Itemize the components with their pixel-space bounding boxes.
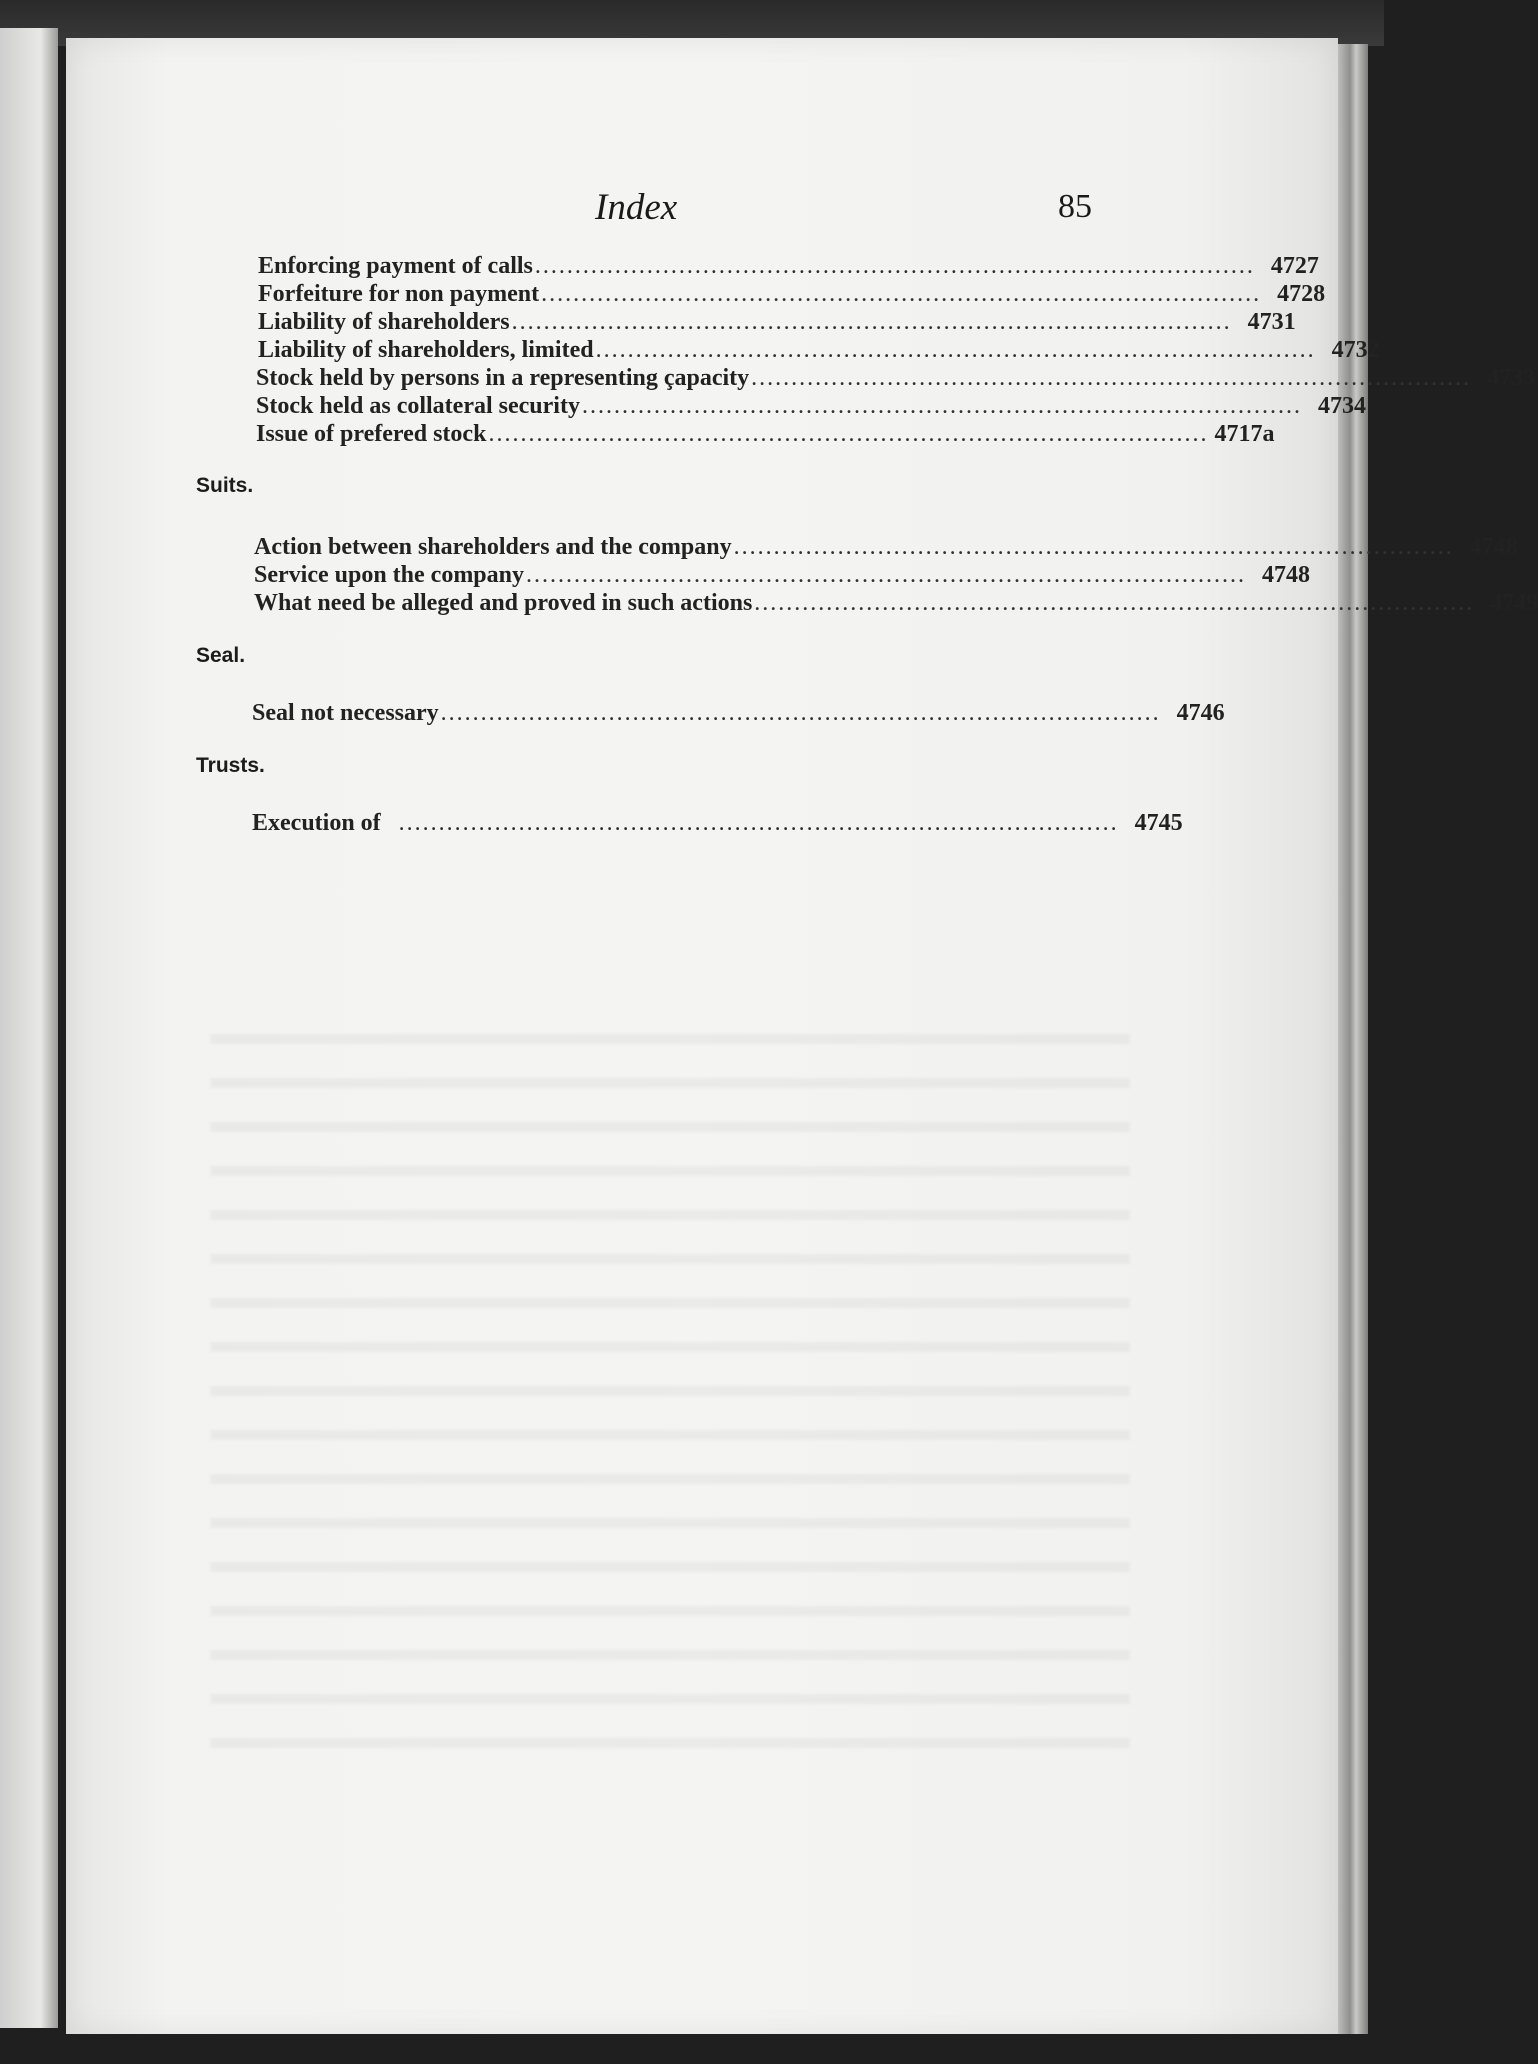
entry-text: Service upon the company xyxy=(254,562,524,588)
running-head xyxy=(0,186,1384,236)
entry-number: 4727 xyxy=(1270,253,1319,279)
index-entry xyxy=(254,534,1518,562)
show-through-text xyxy=(210,1010,1130,1750)
index-entry xyxy=(258,253,1319,281)
entry-text: Forfeiture for non payment xyxy=(258,281,540,307)
entry-number: 4749 xyxy=(1490,590,1538,616)
index-entry xyxy=(256,421,1275,449)
entry-number: 4732 xyxy=(1331,337,1380,363)
entry-number: 4748 xyxy=(1469,534,1518,560)
index-entry xyxy=(254,562,1310,590)
entry-number: 4748 xyxy=(1262,562,1310,588)
index-entry xyxy=(258,337,1380,365)
dot-leader: .......................................................................................... xyxy=(488,421,1209,447)
index-entry xyxy=(256,393,1366,421)
index-entry xyxy=(258,309,1296,337)
entry-text: What need be alleged and proved in such actions xyxy=(254,590,753,616)
index-entry xyxy=(254,590,1538,618)
entry-text: Stock held as collateral security xyxy=(256,393,580,419)
dot-leader: .......................................................................................... xyxy=(534,253,1255,279)
entry-text: Seal not necessary xyxy=(252,700,439,726)
index-entry xyxy=(252,810,1183,838)
dot-leader: .......................................................................................... xyxy=(595,337,1316,363)
entry-text: Liability of shareholders xyxy=(258,309,510,335)
entry-number: 4734 xyxy=(1317,393,1366,419)
section-heading-trusts: Trusts. xyxy=(196,754,265,777)
entry-number: 4728 xyxy=(1277,281,1326,307)
dot-leader: .......................................................................................... xyxy=(751,365,1472,391)
dot-leader: .......................................................................................... xyxy=(440,700,1161,726)
facing-page-edge xyxy=(0,28,58,2028)
section-heading-seal: Seal. xyxy=(196,644,246,667)
entry-number: 4733 xyxy=(1487,365,1536,391)
entry-text: Action between shareholders and the company xyxy=(254,534,732,560)
entry-text: Issue of prefered stock xyxy=(256,421,487,447)
entry-text: Execution of xyxy=(252,810,381,836)
entry-number: 4717a xyxy=(1214,421,1275,447)
dot-leader: .......................................................................................... xyxy=(754,590,1475,616)
dot-leader: .......................................................................................... xyxy=(511,309,1232,335)
entry-text: Liability of shareholders, limited xyxy=(258,337,594,363)
entry-text: Enforcing payment of calls xyxy=(258,253,533,279)
dot-leader: .......................................................................................... xyxy=(541,281,1262,307)
entry-number: 4746 xyxy=(1176,700,1225,726)
dot-leader: .......................................................................................... xyxy=(526,562,1246,588)
page-number: 85 xyxy=(1058,188,1092,225)
dot-leader: .......................................................................................... xyxy=(581,393,1302,419)
dot-leader: .......................................................................................... xyxy=(398,810,1119,836)
index-entry xyxy=(258,281,1326,309)
index-entry xyxy=(252,700,1225,728)
page-title: Index xyxy=(595,187,678,228)
section-heading-suits: Suits. xyxy=(196,474,254,497)
dot-leader: .......................................................................................... xyxy=(733,534,1454,560)
entry-text: Stock held by persons in a representing çapacity xyxy=(256,365,750,391)
entry-number: 4731 xyxy=(1247,309,1296,335)
entry-number: 4745 xyxy=(1134,810,1183,836)
index-entry xyxy=(256,365,1536,393)
